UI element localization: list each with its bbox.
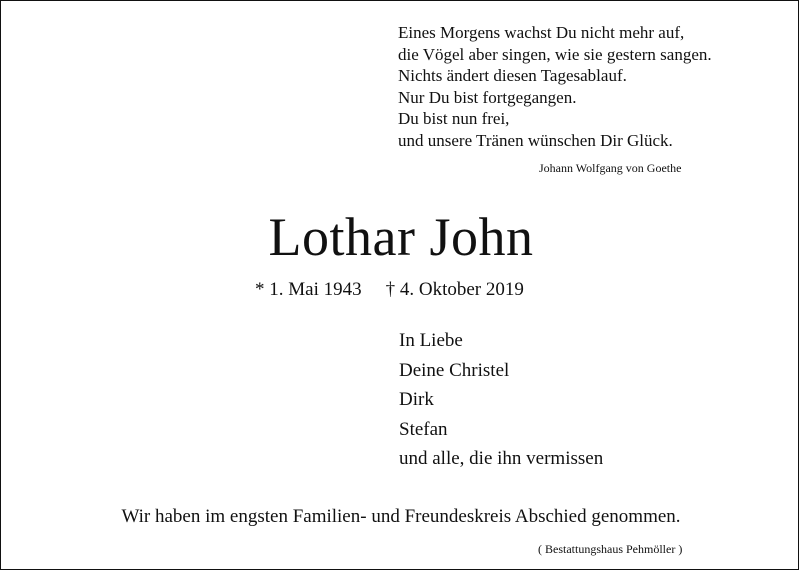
birth-date: * 1. Mai 1943 <box>255 279 362 300</box>
funeral-home: ( Bestattungshaus Pehmöller ) <box>538 542 683 556</box>
mourners-list <box>399 326 603 474</box>
poem-line: Du bist nun frei, <box>398 109 510 129</box>
poem-author: Johann Wolfgang von Goethe <box>539 161 682 175</box>
poem <box>398 22 712 152</box>
poem-line: Eines Morgens wachst Du nicht mehr auf, <box>398 23 685 42</box>
poem-line: die Vögel aber singen, wie sie gestern sangen. <box>398 44 712 64</box>
death-date: † 4. Oktober 2019 <box>385 279 524 300</box>
mourner-line: Dirk <box>399 389 434 410</box>
farewell-statement: Wir haben im engsten Familien- und Freundeskreis Abschied genommen. <box>121 506 681 527</box>
mourner-line: Deine Christel <box>399 359 510 381</box>
life-dates <box>255 279 524 301</box>
mourner-line: In Liebe <box>399 330 463 351</box>
poem-line: Nur Du bist fortgegangen. <box>398 87 577 107</box>
mourner-line: Stefan <box>399 418 448 440</box>
poem-line: und unsere Tränen wünschen Dir Glück. <box>398 130 673 150</box>
deceased-name: Lothar John <box>268 207 534 267</box>
poem-line: Nichts ändert diesen Tagesablauf. <box>398 66 627 86</box>
mourner-line: und alle, die ihn vermissen <box>399 448 604 469</box>
